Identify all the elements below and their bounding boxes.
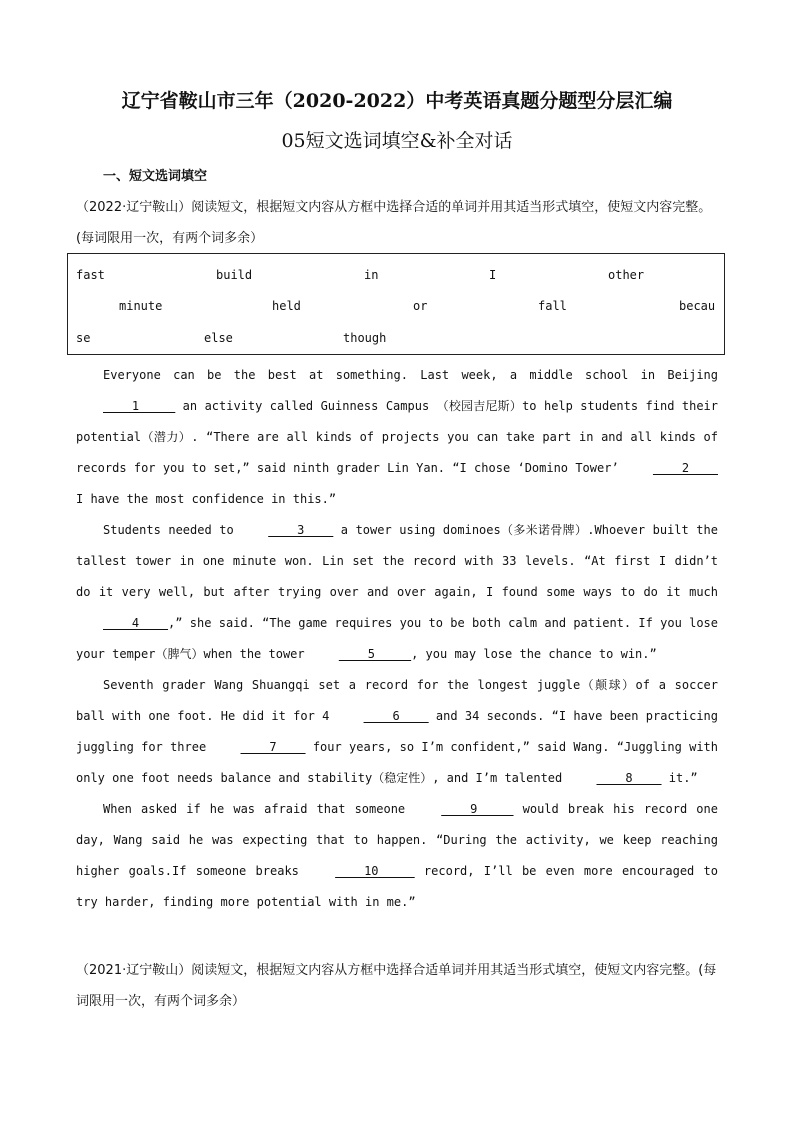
blank-2[interactable]: ____2____ <box>652 461 718 475</box>
passage-paragraph: Everyone can be the best at something. Last week, a middle school in Beijing ____1_____ an activity called Guinness Campus （校园吉尼斯）to help students find their potential（潜力）. “There are all kinds of projects you can take part in and all kinds of records for you to set,” said ninth grader Lin Yan. “I chose ‘Domino Tower’ ____2____ I have the most confidence in this.” <box>76 368 718 506</box>
section-heading: 一、短文选词填空 <box>103 169 208 184</box>
blank-10[interactable]: ____10_____ <box>335 864 415 878</box>
blank-5[interactable]: ____5_____ <box>338 647 412 661</box>
word-box-item: becau <box>679 299 716 313</box>
page-subtitle: 05短文选词填空&补全对话 <box>281 130 513 152</box>
word-box-item: fast <box>76 268 105 282</box>
blank-7[interactable]: ____7____ <box>240 740 306 754</box>
blank-3[interactable]: ____3____ <box>268 523 334 537</box>
word-box-item: fall <box>538 299 567 313</box>
exercise1-instructions: （2022·辽宁鞍山）阅读短文，根据短文内容从方框中选择合适的单词并用其适当形式填空，使短文内容完整。(每词限用一次，有两个词多余） <box>76 200 712 246</box>
word-box-item: build <box>216 268 253 282</box>
blank-8[interactable]: ____8____ <box>596 771 662 785</box>
exercise2-instructions: （2021·辽宁鞍山）阅读短文，根据短文内容从方框中选择合适单词并用其适当形式填空，使短文内容完整。(每词限用一次，有两个词多余） <box>76 963 717 1009</box>
blank-4[interactable]: ____4____ <box>103 616 169 630</box>
word-box-item: in <box>364 268 379 282</box>
blank-6[interactable]: ____6____ <box>363 709 429 723</box>
word-box-item: else <box>204 331 233 345</box>
word-box-item: held <box>272 299 301 313</box>
passage-paragraph: Seventh grader Wang Shuangqi set a record for the longest juggle（颠球）of a soccer ball with one foot. He did it for 4 ____6____ and 34 seconds. “I have been practicing juggling for three ____7____ four years, so I’m confident,” said Wang. “Juggling with only one foot needs balance and stability（稳定性）, and I’m talented ____8____ it.” <box>76 670 718 794</box>
passage-paragraph: Students needed to ____3____ a tower using dominoes（多米诺骨牌）.Whoever built the tallest tower in one minute won. Lin set the record with 33 levels. “At first I didn’t do it very well, but after trying over and over again, I found some ways to do it much ____4____,” she said. “The game requires you to be both calm and patient. If you lose your temper（脾气）when the tower ____5_____, you may lose the chance to win.” <box>76 515 718 670</box>
passage <box>76 360 718 918</box>
word-box-item: or <box>413 299 428 313</box>
word-box-item: other <box>608 268 645 282</box>
page-title: 辽宁省鞍山市三年（2020-2022）中考英语真题分题型分层汇编 <box>121 90 673 112</box>
passage-paragraph: When asked if he was afraid that someone ____9_____ would break his record one day, Wang said he was expecting that to happen. “During the activity, we keep reaching higher goals.If someone breaks ____10_____ record, I’ll be even more encouraged to try harder, finding more potential with in me.” <box>76 794 718 918</box>
blank-9[interactable]: ____9_____ <box>441 802 514 816</box>
word-box <box>67 253 725 355</box>
blank-1[interactable]: ____1_____ <box>103 399 176 413</box>
word-box-item: though <box>343 331 387 345</box>
word-box-item: I <box>489 268 497 282</box>
word-box-item: minute <box>119 299 163 313</box>
word-box-item: se <box>76 331 91 345</box>
